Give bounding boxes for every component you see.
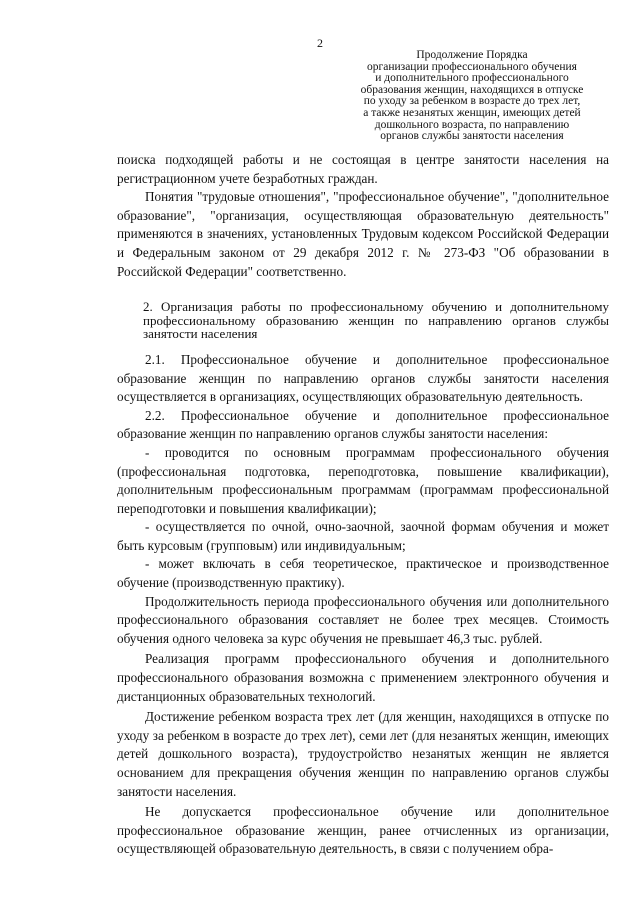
header-line: Продолжение Порядка [416, 49, 528, 61]
header-line: и дополнительного профессионального [375, 72, 569, 85]
paragraph-not-allowed: Не допускается профессиональное обучение или дополнительное профессиональное образование женщин, ранее отчисленных из организации, осуществляющей образовательную деятельность, в связи с получением обра- [117, 804, 609, 857]
header-line: органов службы занятости населения [380, 130, 564, 143]
section-2-heading: 2. Организация работы по профессиональному обучению и дополнительному профессиональному образованию женщин по направлению органов службы занятости населения [143, 299, 609, 342]
paragraph-duration: Продолжительность периода профессионального обучения или дополнительного профессионального образования составляет не более трех месяцев. Стоимость обучения одного человека за курс обучения не превышает 46,3 тыс. рублей. [117, 593, 609, 646]
running-header [346, 50, 598, 143]
header-line: по уходу за ребенком в возрасте до трех лет, [363, 95, 581, 108]
document-body [117, 151, 609, 859]
page-number: 2 [317, 36, 323, 50]
header-line: организации профессионального обучения [367, 60, 577, 73]
header-line: образования женщин, находящихся в отпуске [360, 83, 584, 96]
bullet-forms: - осуществляется по очной, очно-заочной, заочной формам обучения и может быть курсовым (групповым) или индивидуальным; [117, 519, 609, 553]
paragraph-concepts: Понятия "трудовые отношения", "профессиональное обучение", "дополнительное образование", "организация, осуществляющая образовательную деятельность" применяются в значениях, установленных Трудовым кодексом Российской Федерации и Федеральным законом от 29 декабря 2012 г. № 273-ФЗ "Об образовании в Российской Федерации" соответственно. [117, 189, 609, 279]
paragraph-intro-continuation: поиска подходящей работы и не состоящая в центре занятости населения на регистрационном учете безработных граждан. [117, 152, 609, 186]
bullet-training-types: - может включать в себя теоретическое, практическое и производственное обучение (производственную практику). [117, 556, 609, 591]
header-line: а также незанятых женщин, имеющих детей [363, 106, 581, 119]
paragraph-realization: Реализация программ профессионального обучения и дополнительного профессионального образования возможна с применением электронного обучения и дистанционных образовательных технологий. [117, 651, 609, 704]
bullet-programs: - проводится по основным программам профессионального обучения (профессиональная подготовка, переподготовка, повышение квалификации), дополнительным профессиональным программам (программам профессиональной переподготовки и повышения квалификации); [117, 444, 609, 516]
paragraph-child-age: Достижение ребенком возраста трех лет (для женщин, находящихся в отпуске по уходу за ребенком в возрасте до трех лет), семи лет (для незанятых женщин, имеющих детей дошкольного возраста), трудоустройство незанятых женщин не является основанием для прекращения обучения женщин по направлению органов службы занятости населения. [117, 709, 609, 799]
paragraph-2-1: 2.1. Профессиональное обучение и дополнительное профессиональное образование женщин по направлению органов службы занятости населения осуществляется в организациях, осуществляющих образовательную деятельность. [117, 351, 609, 405]
header-line: дошкольного возраста, по направлению [374, 118, 570, 131]
paragraph-2-2: 2.2. Профессиональное обучение и дополнительное профессиональное образование женщин по направлению органов службы занятости населения: [117, 407, 609, 442]
